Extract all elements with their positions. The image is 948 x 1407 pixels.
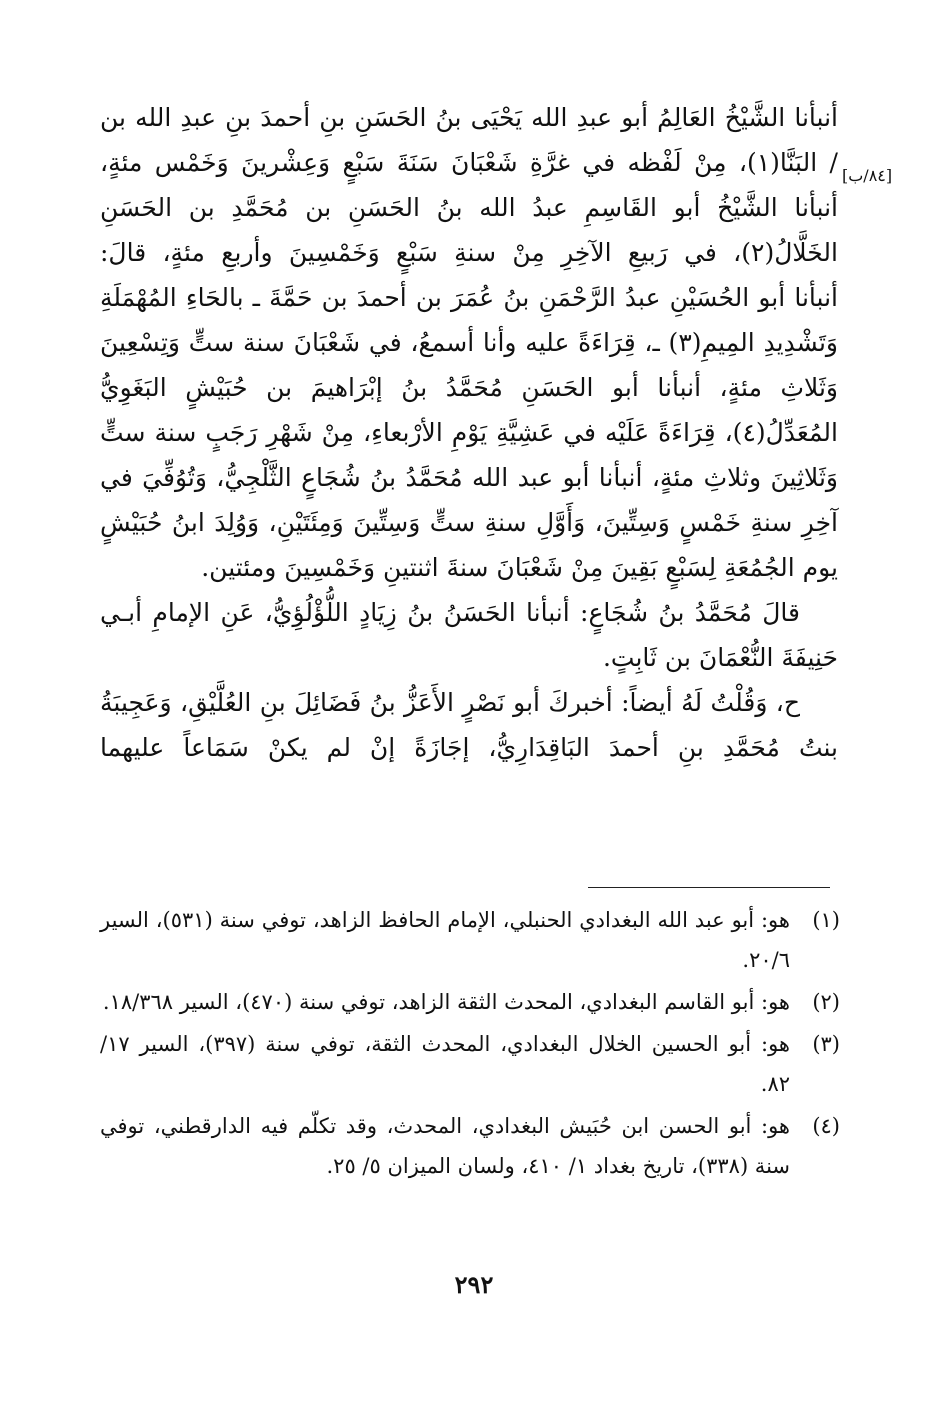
footnote-number: (٣) (812, 1032, 840, 1056)
footnote-text: هو: أبو الحسن ابن حُبَيش البغدادي، المحدث، وقد تكلّم فيه الدارقطني، توفي سنة (٣٣٨)، تاريخ بغداد ١/ ٤١٠، ولسان الميزان ٥/ ٢٥. (100, 1114, 790, 1178)
footnote-2 (100, 982, 840, 1022)
footnote-text: هو: أبو عبد الله البغدادي الحنبلي، الإمام الحافظ الزاهد، توفي سنة (٥٣١)، السير ٢٠/٦. (100, 908, 790, 972)
footnotes (100, 900, 840, 1188)
footnote-text: هو: أبو الحسين الخلال البغدادي، المحدث الثقة، توفي سنة (٣٩٧)، السير ١٧/ ٨٢. (100, 1032, 790, 1096)
footnote-text: هو: أبو القاسم البغدادي، المحدث الثقة الزاهد، توفي سنة (٤٧٠)، السير ١٨/٣٦٨. (102, 990, 790, 1014)
page-number: ٢٩٢ (454, 1270, 494, 1299)
footnote-number: (٤) (812, 1114, 840, 1138)
paragraph-2: أنبأنا أبو الحُسَيْنِ عبدُ الرَّحْمَنِ بنُ عُمَرَ بن أحمدَ بن حَمَّةَ ـ بالحَاءِ المُهْمَلَةِ وَتَشْدِيدِ المِيمِ(٣) ـ، قِرَاءَةً عليه وأنا أسمعُ، في شَعْبَانَ سنة ستٍّ وَتِسْعِينَ وَثَلاثِ مئةٍ، أنبأنا أبو الحَسَنِ مُحَمَّدُ بنُ إبْرَاهيمَ بن حُبَيْشٍ البَغَوِيُّ المُعَدِّلُ(٤)، قِرَاءَةً عَلَيْه في عَشِيَّةِ يَوْمِ الأرْبعاءِ، مِنْ شَهْرِ رَجَبٍ سنة ستٍّ وَثَلاثِينَ وثلاثِ مئةٍ، أنبأنا أبو عبد الله مُحَمَّدُ بنُ شُجَاعٍ الثَّلْجِيُّ، وَتُوُفِّيَ في آخِرِ سنةِ خَمْسٍ وَسِتِّينَ، وَأَوَّلِ سنةِ ستٍّ وَسِتِّينَ وَمِئَتَيْنِ، وَوُلِدَ ابنُ حُبَيْشٍ يوم الجُمُعَةِ لِسَبْعٍ بَقِينَ مِنْ شَعْبَانَ سنةَ اثنتينِ وَخَمْسِينَ ومئتين. (100, 283, 839, 582)
footnote-3 (100, 1024, 840, 1104)
footnote-number: (٢) (812, 990, 840, 1014)
paragraph-3: قالَ مُحَمَّدُ بنُ شُجَاعٍ: أنبأنا الحَسَنُ بنُ زِيَادٍ اللُّؤْلُؤِيُّ، عَنِ الإمامِ أبـي حَنِيفَةَ النُّعْمَانَ بن ثَابِتٍ. (100, 598, 838, 672)
footnote-1 (100, 900, 840, 980)
footnote-number: (١) (812, 908, 840, 932)
footnote-separator (588, 887, 830, 888)
paragraph-4: ح، وَقُلْتُ لَهُ أيضاً: أخبركَ أبو نَصْرٍ الأَعَزُّ بنُ فَضَائِلَ بنِ العُلَّيْقِ، وَعَجِيبَةُ بنتُ مُحَمَّدِ بنِ أحمدَ البَاقِدَارِيُّ، إجَازَةً إنْ لم يكنْ سَمَاعاً عليهما (100, 688, 838, 762)
paragraph-1: أنبأنا الشَّيْخُ العَالِمُ أبو عبدِ الله يَحْيَى بنُ الحَسَنِ بنِ أحمدَ بنِ عبدِ الله بن / البَنَّا(١)، مِنْ لَفْظه في غرَّةِ شَعْبَانَ سَنَةَ سَبْعٍ وَعِشْرينَ وَخَمْس مئةٍ، أنبأنا الشَّيْخُ أبو القَاسِمِ عبدُ الله بنُ الحَسَنِ بن مُحَمَّدِ بن الحَسَنِ الخَلَّالُ(٢)، في رَبيعِ الآخِرِ مِنْ سنةِ سَبْعٍ وَخَمْسِينَ وأربعِ مئةٍ، قالَ: (100, 103, 838, 267)
manuscript-folio-marker: [٨٤/ب] (842, 166, 893, 185)
main-text (100, 95, 838, 770)
footnote-4 (100, 1106, 840, 1186)
